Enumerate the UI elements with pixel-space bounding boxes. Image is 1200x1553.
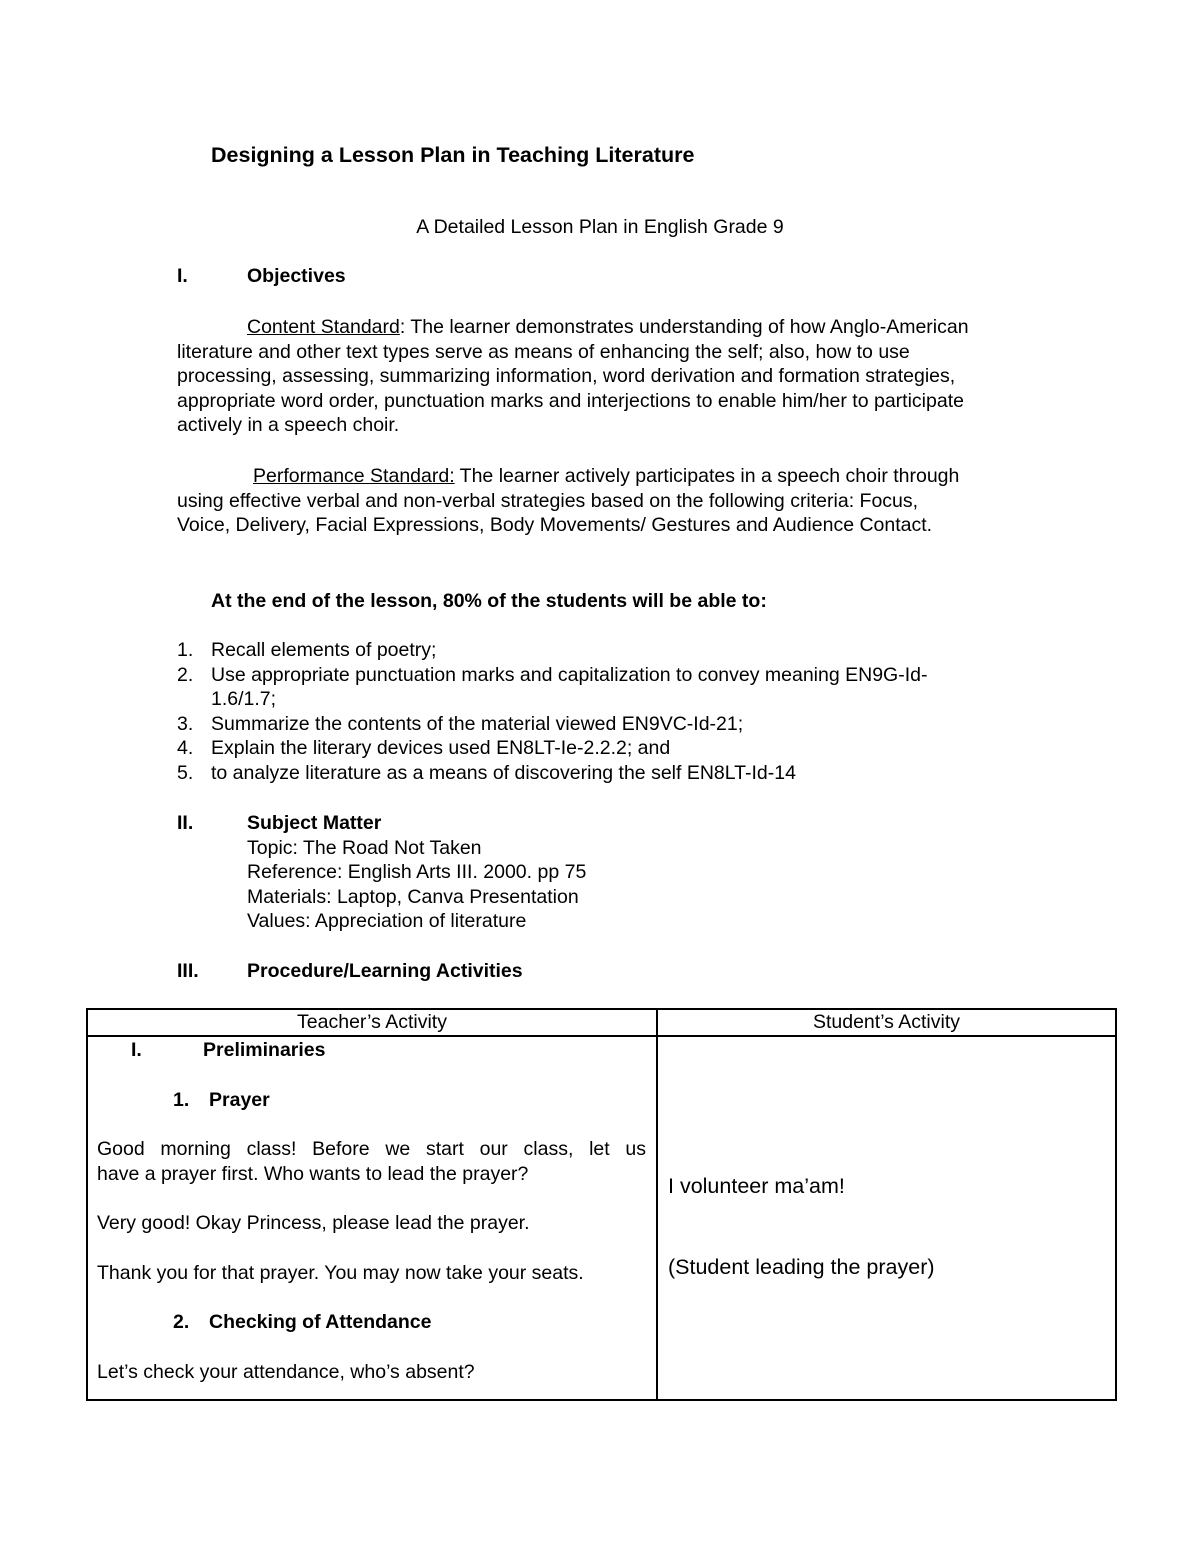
subject-matter-number: II. — [177, 812, 194, 834]
prayer-number: 1. — [173, 1089, 190, 1111]
content-standard-line: literature and other text types serve as means of enhancing the self; also, how to use — [177, 340, 910, 363]
prayer-heading: Prayer — [209, 1089, 270, 1111]
attendance-question: Let’s check your attendance, who’s absent? — [97, 1361, 475, 1383]
procedure-heading: Procedure/Learning Activities — [247, 960, 523, 982]
objective-text: to analyze literature as a means of discovering the self EN8LT-Id-14 — [211, 762, 796, 784]
objective-text: Explain the literary devices used EN8LT-Ie-2.2.2; and — [211, 737, 671, 759]
objective-text: Summarize the contents of the material viewed EN9VC-Id-21; — [211, 713, 744, 735]
attendance-heading: Checking of Attendance — [209, 1311, 432, 1333]
performance-standard-paragraph — [177, 464, 1052, 538]
performance-standard-line: The learner actively participates in a speech choir through — [454, 465, 960, 487]
objectives-number: I. — [177, 265, 188, 287]
content-standard-line: actively in a speech choir. — [177, 414, 400, 436]
objectives-heading: Objectives — [247, 265, 346, 287]
very-good-line: Very good! Okay Princess, please lead the prayer. — [97, 1212, 530, 1234]
subject-matter-heading: Subject Matter — [247, 812, 382, 834]
prayer-line: Good morning class! Before we start our class, let us — [97, 1138, 646, 1160]
student-activity-cell — [657, 1036, 1116, 1400]
content-standard-line: : The learner demonstrates understanding of how Anglo-American — [399, 316, 969, 338]
objective-number: 3. — [177, 713, 194, 735]
document-title: Designing a Lesson Plan in Teaching Literature — [211, 143, 695, 167]
objective-number: 2. — [177, 664, 194, 686]
content-standard-line: appropriate word order, punctuation marks and interjections to enable him/her to participate — [177, 389, 964, 412]
objectives-intro: At the end of the lesson, 80% of the students will be able to: — [211, 590, 767, 612]
student-volunteer-response: I volunteer ma’am! — [668, 1174, 845, 1198]
objective-text-continued: 1.6/1.7; — [211, 688, 277, 710]
objective-text: Use appropriate punctuation marks and capitalization to convey meaning EN9G-Id- — [211, 664, 928, 686]
prayer-instruction — [97, 1137, 646, 1186]
performance-standard-label: Performance Standard: — [253, 465, 455, 487]
prayer-line: have a prayer first. Who wants to lead the prayer? — [97, 1162, 529, 1185]
thank-you-line: Thank you for that prayer. You may now take your seats. — [97, 1262, 584, 1284]
content-standard-paragraph — [177, 315, 1052, 438]
content-standard-line: processing, assessing, summarizing information, word derivation and formation strategies, — [177, 365, 956, 387]
subject-materials: Materials: Laptop, Canva Presentation — [247, 886, 579, 908]
table-header-row — [87, 1009, 1116, 1036]
teacher-activity-cell — [87, 1036, 657, 1400]
procedure-number: III. — [177, 960, 199, 982]
performance-standard-line: using effective verbal and non-verbal strategies based on the following criteria: Focus, — [177, 489, 919, 512]
subject-reference: Reference: English Arts III. 2000. pp 75 — [247, 861, 587, 883]
teacher-activity-header: Teacher’s Activity — [87, 1009, 657, 1036]
attendance-number: 2. — [173, 1311, 190, 1333]
objective-number: 4. — [177, 737, 194, 759]
student-activity-header: Student’s Activity — [657, 1009, 1116, 1036]
activity-table — [86, 1008, 1117, 1401]
objective-number: 5. — [177, 762, 194, 784]
objective-number: 1. — [177, 639, 194, 661]
student-leading-prayer: (Student leading the prayer) — [668, 1255, 935, 1279]
subject-topic: Topic: The Road Not Taken — [247, 837, 482, 859]
performance-standard-line: Voice, Delivery, Facial Expressions, Body Movements/ Gestures and Audience Contact. — [177, 514, 933, 536]
content-standard-label: Content Standard — [247, 316, 400, 338]
document-subtitle: A Detailed Lesson Plan in English Grade 9 — [416, 216, 784, 238]
objective-text: Recall elements of poetry; — [211, 639, 437, 661]
table-row — [87, 1036, 1116, 1400]
preliminaries-heading: Preliminaries — [203, 1039, 326, 1061]
preliminaries-number: I. — [131, 1039, 142, 1061]
subject-values: Values: Appreciation of literature — [247, 910, 527, 932]
